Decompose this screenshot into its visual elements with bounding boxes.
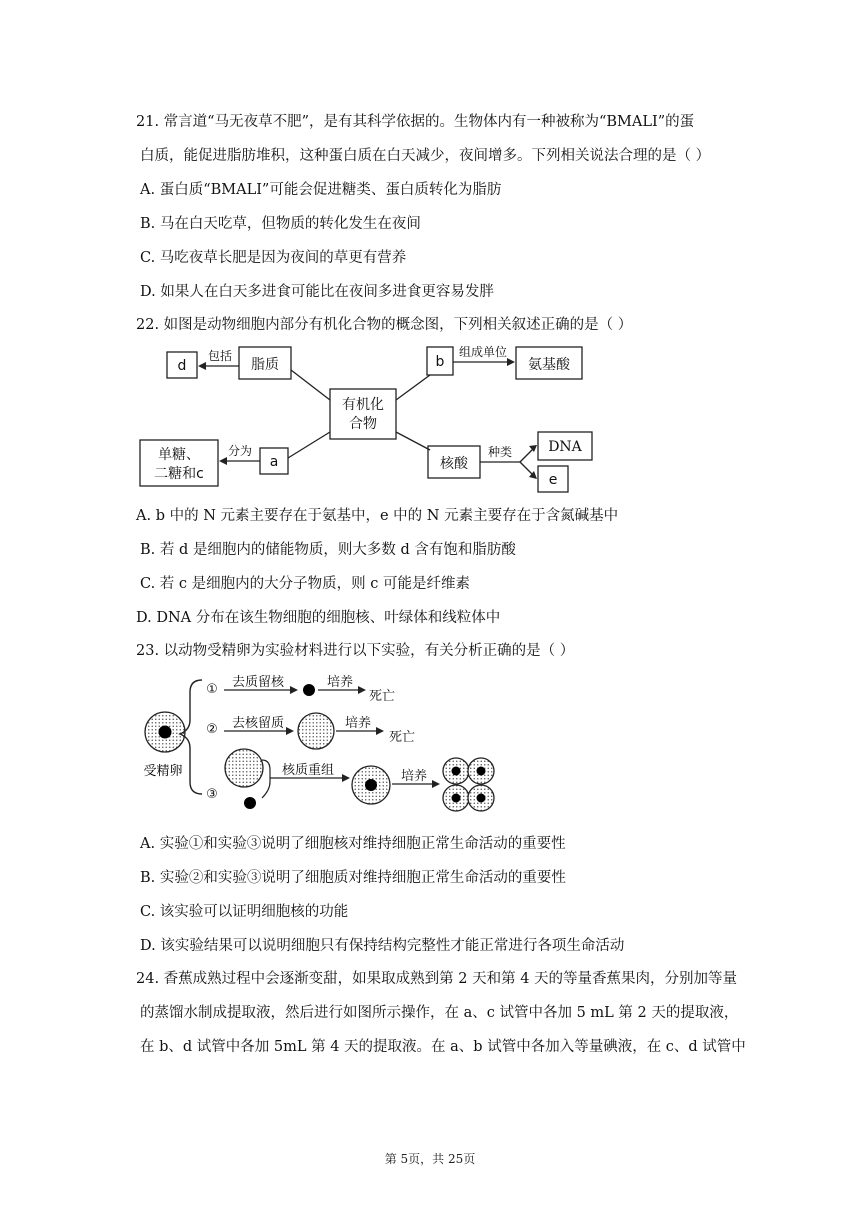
- label-lipid: 脂质: [251, 357, 279, 373]
- label-e: e: [548, 472, 558, 488]
- label-step2: 去核留质: [231, 716, 285, 731]
- label-a: a: [269, 454, 279, 470]
- q22-option-a: A. b 中的 N 元素主要存在于氨基中，e 中的 N 元素主要存在于含氮碱基中: [136, 508, 619, 524]
- q23-option-a: A. 实验①和实验③说明了细胞核对维持细胞正常生命活动的重要性: [140, 836, 566, 852]
- label-culture2: 培养: [344, 716, 372, 731]
- q23-option-c: C. 该实验可以证明细胞核的功能: [140, 904, 349, 920]
- label-step1: 去质留核: [231, 675, 285, 690]
- label-b: b: [435, 354, 445, 370]
- q22-option-d: D. DNA 分布在该生物细胞的细胞核、叶绿体和线粒体中: [136, 610, 501, 626]
- q22-option-b: B. 若 d 是细胞内的储能物质，则大多数 d 含有饱和脂肪酸: [140, 542, 516, 558]
- q21-stem-line1: 21. 常言道“马无夜草不肥”，是有其科学依据的。生物体内有一种被称为“BMALI”的蛋: [136, 114, 695, 130]
- label-culture3: 培养: [400, 769, 428, 784]
- label-death1: 死亡: [368, 689, 396, 704]
- label-d: d: [177, 358, 187, 374]
- label-kind: 种类: [487, 445, 513, 459]
- page-footer: 第 5页，共 25页: [384, 1152, 476, 1166]
- q21-stem-line2: 白质，能促进脂肪堆积，这种蛋白质在白天减少，夜间增多。下列相关说法合理的是（ ）: [140, 148, 711, 164]
- label-amino: 氨基酸: [528, 357, 570, 373]
- q22-option-c: C. 若 c 是细胞内的大分子物质，则 c 可能是纤维素: [140, 576, 470, 592]
- label-step3: 核质重组: [281, 763, 335, 778]
- q21-option-c: C. 马吃夜草长肥是因为夜间的草更有营养: [140, 250, 407, 266]
- q23-option-b: B. 实验②和实验③说明了细胞质对维持细胞正常生命活动的重要性: [140, 870, 566, 886]
- q21-option-b: B. 马在白天吃草，但物质的转化发生在夜间: [140, 216, 421, 232]
- q24-line2: 的蒸馏水制成提取液，然后进行如图所示操作，在 a、c 试管中各加 5 mL 第 2 天的提取液，: [140, 1005, 739, 1021]
- label-divide: 分为: [227, 444, 253, 458]
- label-center-2: 合物: [349, 416, 377, 432]
- q22-stem: 22. 如图是动物细胞内部分有机化合物的概念图，下列相关叙述正确的是（ ）: [136, 317, 633, 333]
- label-egg: 受精卵: [143, 764, 183, 779]
- q24-line1: 24. 香蕉成熟过程中会逐渐变甜，如果取成熟到第 2 天和第 4 天的等量香蕉果肉，分别加等量: [136, 971, 738, 987]
- label-center-1: 有机化: [342, 397, 384, 413]
- label-sugar-2: 二糖和c: [154, 466, 204, 482]
- label-sugar-1: 单糖、: [158, 447, 200, 463]
- q21-option-d: D. 如果人在白天多进食可能比在夜间多进食更容易发胖: [140, 284, 494, 300]
- label-unit: 组成单位: [458, 345, 508, 359]
- label-dna: DNA: [548, 439, 582, 455]
- label-exp3: ③: [206, 787, 218, 802]
- q23-stem: 23. 以动物受精卵为实验材料进行以下实验，有关分析正确的是（ ）: [136, 643, 575, 659]
- q21-option-a: A. 蛋白质“BMALI”可能会促进糖类、蛋白质转化为脂肪: [140, 182, 502, 198]
- label-exp2: ②: [206, 722, 218, 737]
- label-include: 包括: [207, 349, 233, 363]
- label-nucleic: 核酸: [440, 456, 468, 472]
- label-exp1: ①: [206, 682, 218, 697]
- label-death2: 死亡: [388, 730, 416, 745]
- q23-option-d: D. 该实验结果可以说明细胞只有保持结构完整性才能正常进行各项生命活动: [140, 938, 625, 954]
- q24-line3: 在 b、d 试管中各加 5mL 第 4 天的提取液。在 a、b 试管中各加入等量碘液，在 c、d 试管中: [140, 1039, 746, 1055]
- label-culture1: 培养: [326, 675, 354, 690]
